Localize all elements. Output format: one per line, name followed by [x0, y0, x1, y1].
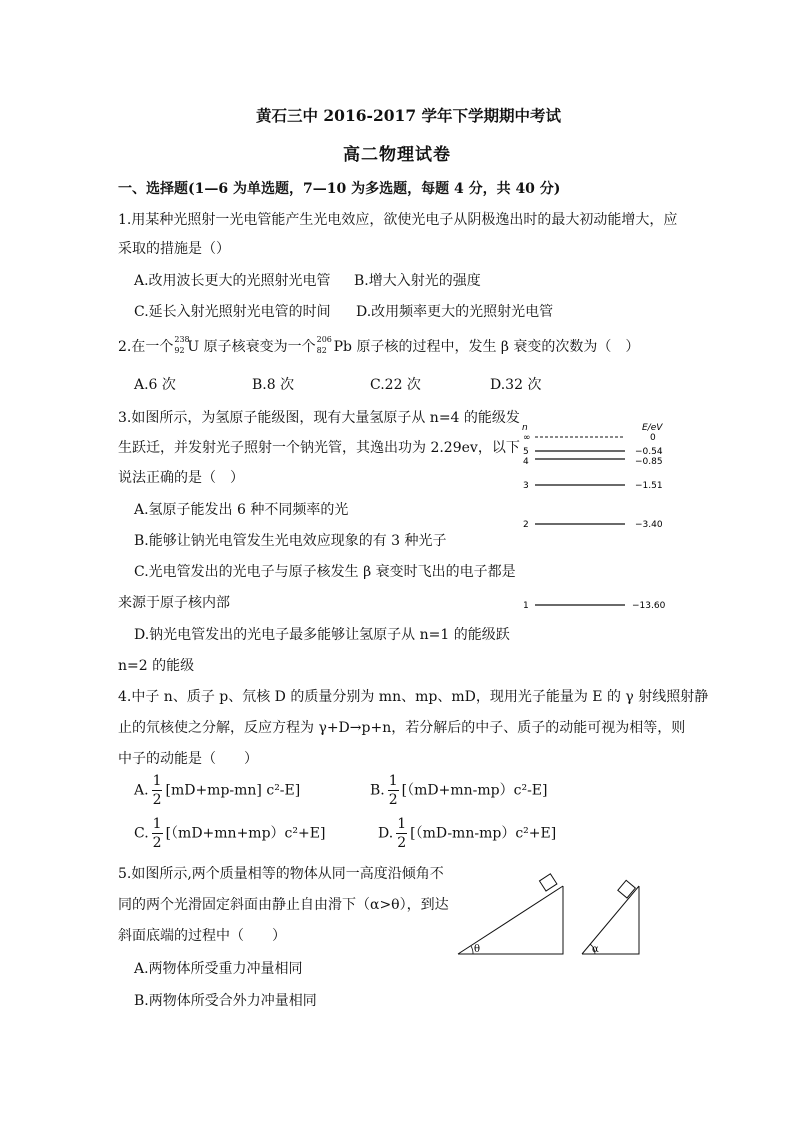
- level-n-inf: ∞: [523, 433, 531, 443]
- level-n-4: 4: [523, 457, 529, 467]
- q1-option-c: C.延长入射光照射光电管的时间: [134, 304, 331, 320]
- level-e-inf: 0: [650, 433, 656, 443]
- q4-option-b: [370, 774, 548, 807]
- q2-option-a: A.6 次: [134, 377, 176, 393]
- incline-theta: [458, 874, 563, 955]
- frac-num: 1: [388, 773, 398, 789]
- energy-level-diagram: [515, 418, 690, 618]
- q2-suffix: Pb 原子核的过程中，发生 β 衰变的次数为（ ）: [333, 339, 640, 355]
- theta-arc: [471, 946, 473, 954]
- incline-diagram: [455, 870, 665, 960]
- q5-line3: 斜面底端的过程中（ ）: [118, 928, 286, 944]
- q1-line1: 1.用某种光照射一光电管能产生光电效应，欲使光电子从阴极逸出时的最大初动能增大，应: [118, 212, 678, 228]
- q2-stem: [118, 336, 639, 357]
- q1-option-b: B.增大入射光的强度: [354, 273, 481, 289]
- frac-num: 1: [397, 816, 407, 832]
- pb-mass-number: 206: [316, 335, 332, 344]
- alpha-label: α: [592, 944, 599, 955]
- q3-line2: 生跃迁，并发射光子照射一个钠光管，其逸出功为 2.29ev，以下: [118, 440, 520, 456]
- q5-line1: 5.如图所示,两个质量相等的物体从同一高度沿倾角不: [118, 866, 444, 882]
- u-isotope: [173, 335, 190, 357]
- level-n-1: 1: [523, 601, 529, 611]
- diagram-e-header: E/eV: [642, 423, 663, 433]
- exam-title: 黄石三中 2016-2017 学年下学期期中考试: [256, 106, 562, 125]
- theta-label: θ: [474, 944, 481, 955]
- level-e-5: −0.54: [635, 447, 663, 457]
- q4-line1: 4.中子 n、质子 p、氘核 D 的质量分别为 mn、mp、mD，现用光子能量为 E 的 γ 射线照射静: [118, 689, 709, 705]
- level-e-2: −3.40: [635, 520, 663, 530]
- q3-line1: 3.如图所示，为氢原子能级图，现有大量氢原子从 n=4 的能级发: [118, 410, 520, 426]
- q2-option-b: B.8 次: [252, 377, 295, 393]
- q4-c-label: C.: [134, 825, 149, 842]
- q1-line2: 采取的措施是（）: [118, 241, 230, 257]
- diagram-n-header: n: [522, 423, 528, 433]
- q4-d-label: D.: [378, 825, 394, 842]
- exam-subtitle: 高二物理试卷: [343, 145, 451, 165]
- frac-num: 1: [152, 773, 162, 789]
- level-n-5: 5: [523, 447, 529, 457]
- q4-a-expr: [mD+mp-mn] c²-E]: [165, 782, 301, 799]
- level-n-2: 2: [523, 520, 529, 530]
- q4-b-expr: [（mD+mn-mp）c²-E]: [401, 782, 548, 799]
- incline-alpha-slope: [582, 886, 639, 954]
- q4-line2: 止的氘核使之分解，反应方程为 γ+D→p+n，若分解后的中子、质子的动能可视为相等，则: [118, 720, 686, 736]
- q2-option-c: C.22 次: [370, 377, 421, 393]
- q4-a-label: A.: [134, 782, 149, 799]
- q2-option-d: D.32 次: [490, 377, 542, 393]
- q3-line3: 说法正确的是（ ）: [118, 470, 244, 486]
- q3-option-d-line2: n=2 的能级: [118, 658, 195, 674]
- q4-c-expr: [（mD+mn+mp）c²+E]: [165, 825, 326, 842]
- frac-den: 2: [152, 792, 162, 808]
- u-atomic-number: 92: [174, 346, 185, 355]
- q2-u-text: U 原子核衰变为一个: [187, 339, 316, 355]
- q2-prefix: 2.在一个: [118, 339, 174, 355]
- q1-option-d: D.改用频率更大的光照射光电管: [356, 304, 554, 320]
- q3-option-c-line2: 来源于原子核内部: [118, 595, 230, 611]
- level-n-3: 3: [523, 481, 529, 491]
- q4-a-half: [152, 774, 163, 807]
- q4-d-expr: [（mD-mn-mp）c²+E]: [410, 825, 557, 842]
- frac-den: 2: [152, 835, 162, 851]
- level-e-4: −0.85: [635, 457, 663, 467]
- q4-option-c: [134, 817, 325, 850]
- q3-option-c-line1: C.光电管发出的光电子与原子核发生 β 衰变时飞出的电子都是: [134, 564, 516, 580]
- level-e-1: −13.60: [632, 601, 666, 611]
- pb-atomic-number: 82: [316, 346, 327, 355]
- u-mass-number: 238: [174, 335, 190, 344]
- frac-den: 2: [388, 792, 398, 808]
- block-alpha: [618, 880, 636, 898]
- q4-d-half: [396, 817, 407, 850]
- section-heading: 一、选择题(1—6 为单选题，7—10 为多选题，每题 4 分，共 40 分): [118, 181, 561, 197]
- q4-b-half: [388, 774, 399, 807]
- frac-num: 1: [152, 816, 162, 832]
- q3-option-a: A.氢原子能发出 6 种不同频率的光: [134, 502, 349, 518]
- q5-option-b: B.两物体所受合外力冲量相同: [134, 993, 317, 1009]
- q4-line3: 中子的动能是（ ）: [118, 751, 258, 767]
- q3-option-d-line1: D.钠光电管发出的光电子最多能够让氢原子从 n=1 的能级跃: [134, 627, 510, 643]
- q5-option-a: A.两物体所受重力冲量相同: [134, 961, 303, 977]
- q5-line2: 同的两个光滑固定斜面由静止自由滑下（α>θ），到达: [118, 897, 449, 913]
- frac-den: 2: [397, 835, 407, 851]
- incline-alpha: [582, 880, 639, 955]
- q1-option-a: A.改用波长更大的光照射光电管: [134, 273, 331, 289]
- block-theta: [539, 874, 556, 891]
- q4-option-a: [134, 774, 300, 807]
- q3-option-b: B.能够让钠光电管发生光电效应现象的有 3 种光子: [134, 533, 447, 549]
- pb-isotope: [316, 337, 334, 357]
- q4-b-label: B.: [370, 782, 385, 799]
- q4-option-d: [378, 817, 556, 850]
- level-e-3: −1.51: [635, 481, 663, 491]
- q4-c-half: [152, 817, 163, 850]
